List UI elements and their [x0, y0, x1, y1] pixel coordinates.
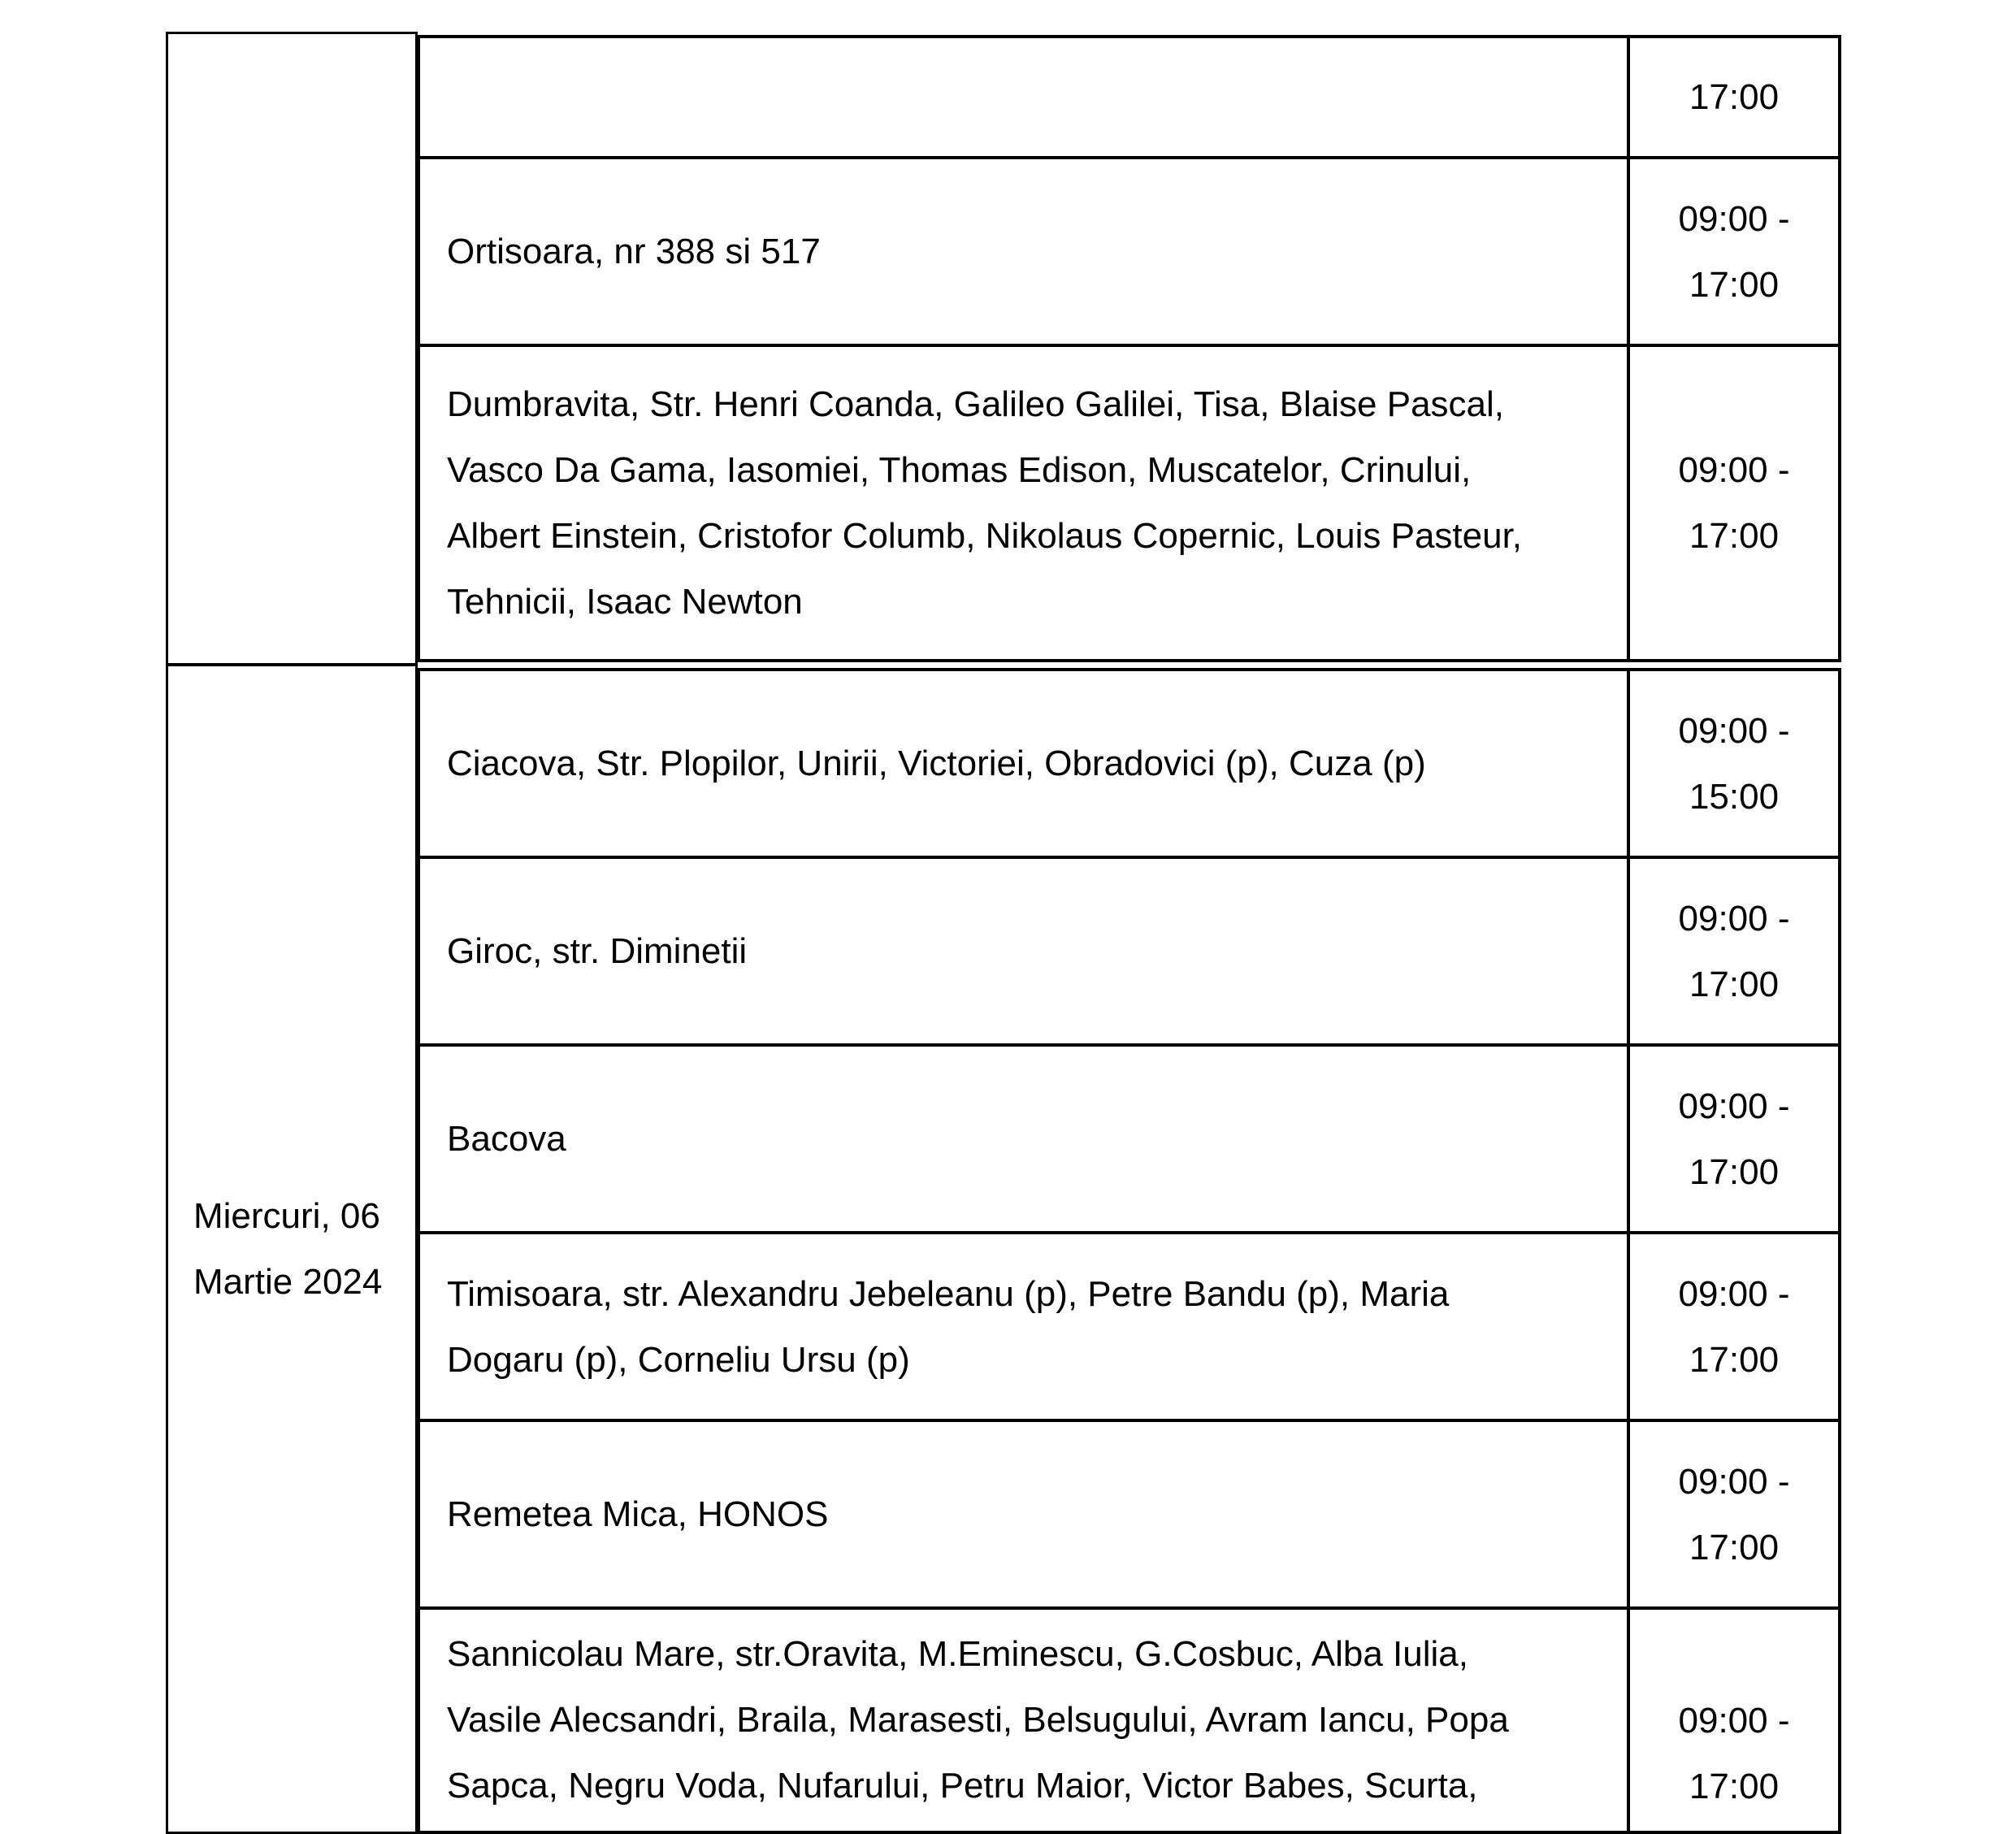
location-text: Sannicolau Mare, str.Oravita, M.Eminescu, G.Cosbuc, Alba Iulia, Vasile Alecsandri, Braila, Marasesti, Belsugului, Avram Iancu, Popa Sapca, Negru Voda, Nufarului, Petru Maior, Victor Babes, Scurta, [447, 1634, 1509, 1806]
time-cell [1627, 1606, 1841, 1834]
time-text: 09:00 - 17:00 [1678, 898, 1790, 1004]
time-cell [1627, 156, 1841, 347]
time-cell [1627, 1231, 1841, 1422]
time-text: 09:00 - 15:00 [1678, 710, 1790, 817]
location-text: Ciacova, Str. Plopilor, Unirii, Victoriei, Obradovici (p), Cuza (p) [447, 744, 1426, 783]
location-cell [417, 1043, 1630, 1234]
time-text: 17:00 [1689, 77, 1780, 117]
location-cell [417, 668, 1630, 859]
time-cell [1627, 35, 1841, 159]
date-label: Miercuri, 06 Martie 2024 [193, 1196, 383, 1302]
location-text: Timisoara, str. Alexandru Jebeleanu (p), Petre Bandu (p), Maria Dogaru (p), Corneliu Ursu (p) [447, 1273, 1450, 1380]
time-cell [1627, 344, 1841, 662]
location-text: Remetea Mica, HONOS [447, 1494, 829, 1534]
time-text: 09:00 - 17:00 [1678, 1701, 1790, 1806]
time-cell [1627, 668, 1841, 859]
time-text: 09:00 - 17:00 [1678, 198, 1790, 305]
time-cell [1627, 1419, 1841, 1610]
location-cell [417, 856, 1630, 1047]
date-cell-group1 [166, 32, 418, 666]
time-cell [1627, 856, 1841, 1047]
location-cell [417, 344, 1630, 662]
location-text: Giroc, str. Diminetii [447, 931, 748, 971]
time-text: 09:00 - 17:00 [1678, 1086, 1790, 1192]
time-cell [1627, 1043, 1841, 1234]
location-cell [417, 1419, 1630, 1610]
location-text: Bacova [447, 1119, 566, 1159]
location-cell [417, 1606, 1630, 1834]
location-cell [417, 35, 1630, 159]
location-cell [417, 156, 1630, 347]
time-text: 09:00 - 17:00 [1678, 450, 1790, 556]
location-text: Dumbravita, Str. Henri Coanda, Galileo Galilei, Tisa, Blaise Pascal, Vasco Da Gama, Iasomiei, Thomas Edison, Muscatelor, Crinului, Albert Einstein, Cristofor Columb, Nikolaus Copernic, Louis Pasteur, Tehnicii, Isaac Newton [447, 384, 1523, 622]
time-text: 09:00 - 17:00 [1678, 1273, 1790, 1380]
location-cell [417, 1231, 1630, 1422]
time-text: 09:00 - 17:00 [1678, 1461, 1790, 1567]
location-text: Ortisoara, nr 388 si 517 [447, 232, 821, 271]
